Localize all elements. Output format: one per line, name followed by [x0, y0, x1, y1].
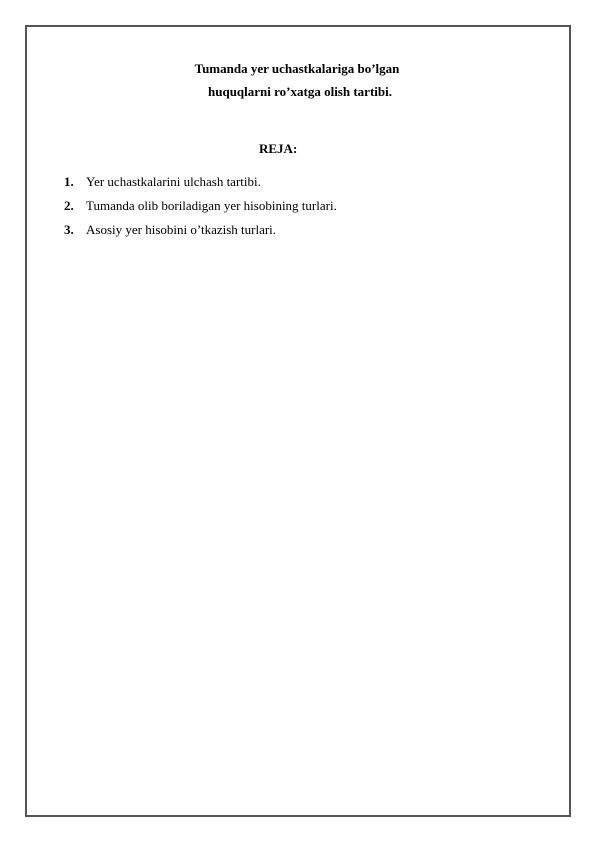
document-title-line-1: Tumanda yer uchastkalariga bo’lgan: [194, 61, 400, 76]
document-title-line-2: huquqlarni ro’xatga olish tartibi.: [208, 84, 392, 99]
plan-item-text: Tumanda olib boriladigan yer hisobining turlari.: [86, 198, 337, 213]
page-border: [25, 25, 571, 817]
plan-list: [64, 174, 337, 246]
plan-item-text: Asosiy yer hisobini o’tkazish turlari.: [86, 222, 277, 237]
plan-item-1: [64, 174, 337, 198]
plan-heading: REJA:: [259, 141, 298, 156]
plan-item-text: Yer uchastkalarini ulchash tartibi.: [86, 174, 261, 189]
plan-item-number: 2.: [64, 198, 74, 213]
plan-item-2: [64, 198, 337, 222]
plan-item-number: 1.: [64, 174, 74, 189]
plan-item-number: 3.: [64, 222, 74, 237]
plan-item-3: [64, 222, 337, 246]
